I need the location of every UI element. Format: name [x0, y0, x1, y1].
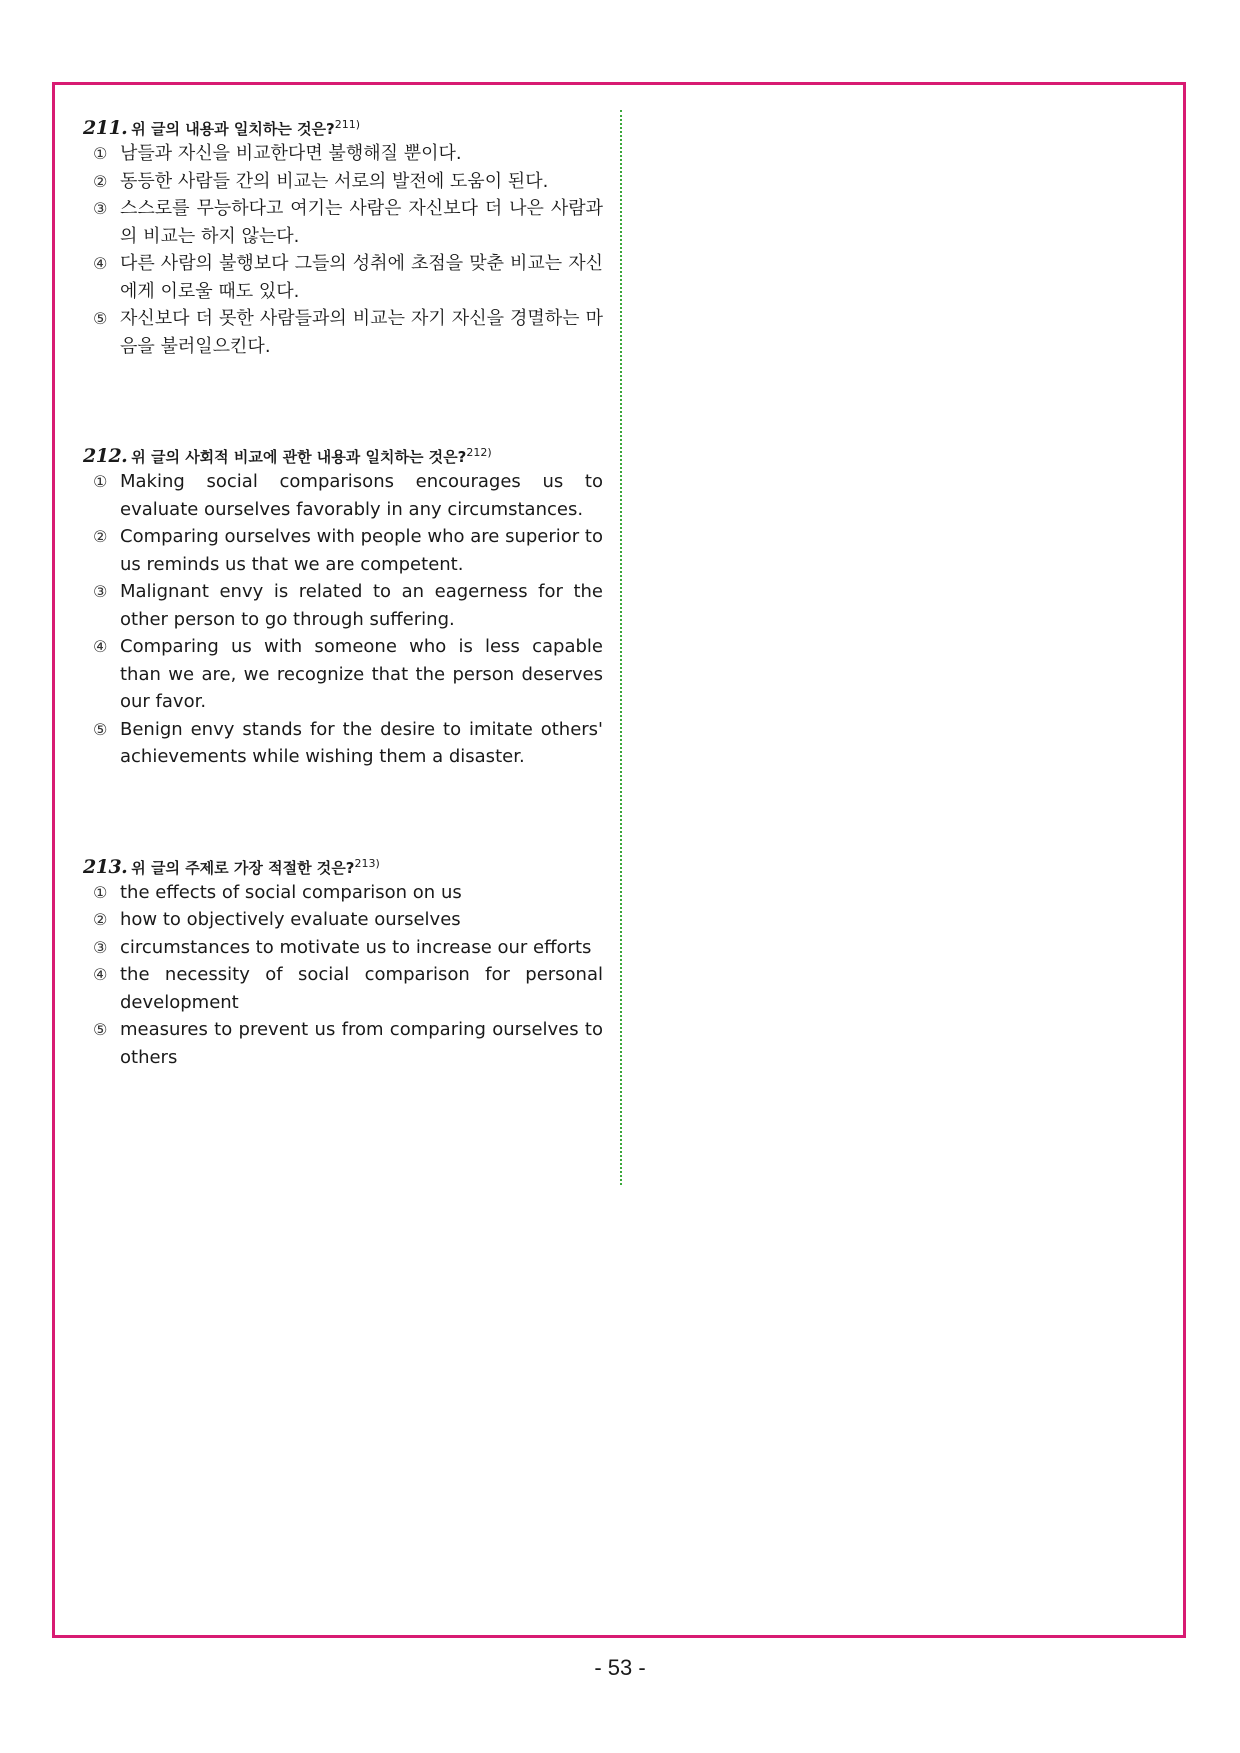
option-5[interactable]	[83, 1016, 603, 1071]
option-list	[83, 468, 603, 771]
option-1[interactable]	[83, 140, 603, 168]
option-text: Comparing us with someone who is less capable than we are, we recognize that the person deserves our favor.	[120, 636, 603, 712]
option-2[interactable]	[83, 168, 603, 196]
question-213	[83, 851, 603, 1072]
option-text: Comparing ourselves with people who are superior to us reminds us that we are competent.	[120, 526, 603, 575]
option-5[interactable]	[83, 716, 603, 771]
left-column	[83, 112, 603, 1151]
option-mark: ③	[93, 582, 108, 601]
footnote-ref: 211)	[334, 118, 361, 131]
option-text: Making social comparisons encourages us to evaluate ourselves favorably in any circumstances.	[120, 471, 603, 520]
option-mark: ②	[93, 527, 108, 546]
option-mark: ④	[93, 965, 108, 984]
option-text: measures to prevent us from comparing ourselves to others	[120, 1019, 603, 1068]
option-mark: ④	[93, 254, 108, 273]
question-header	[83, 440, 603, 468]
option-mark: ①	[93, 472, 108, 491]
option-mark: ⑤	[93, 719, 108, 739]
option-mark: ②	[93, 171, 108, 191]
option-2[interactable]	[83, 523, 603, 578]
option-mark: ④	[93, 637, 108, 656]
option-text: 동등한 사람들 간의 비교는 서로의 발전에 도움이 된다.	[120, 170, 549, 192]
option-text: 스스로를 무능하다고 여기는 사람은 자신보다 더 나은 사람과의 비교는 하지 않는다.	[120, 198, 603, 247]
option-4[interactable]	[83, 961, 603, 1016]
option-4[interactable]	[83, 633, 603, 716]
question-number: 213.	[83, 855, 128, 878]
option-1[interactable]	[83, 879, 603, 907]
option-mark: ②	[93, 910, 108, 929]
option-text: circumstances to motivate us to increase our efforts	[120, 936, 592, 958]
option-5[interactable]	[83, 305, 603, 360]
option-2[interactable]	[83, 906, 603, 934]
option-text: Benign envy stands for the desire to imitate others' achievements while wishing them a disaster.	[120, 718, 603, 767]
option-mark: ⑤	[93, 1020, 108, 1039]
option-mark: ①	[93, 144, 108, 163]
option-text: Malignant envy is related to an eagerness for the other person to go through suffering.	[120, 581, 603, 630]
option-4[interactable]	[83, 250, 603, 305]
option-list	[83, 879, 603, 1072]
option-3[interactable]	[83, 578, 603, 633]
question-stem: 위 글의 내용과 일치하는 것은?	[131, 120, 335, 138]
question-211	[83, 112, 603, 360]
question-stem: 위 글의 사회적 비교에 관한 내용과 일치하는 것은?	[131, 448, 467, 466]
question-number: 212.	[83, 445, 128, 467]
footnote-ref: 213)	[354, 856, 380, 870]
question-212	[83, 440, 603, 771]
question-number: 211.	[83, 117, 128, 139]
option-mark: ①	[93, 882, 108, 902]
option-mark: ③	[93, 199, 108, 218]
option-list	[83, 140, 603, 360]
option-3[interactable]	[83, 934, 603, 962]
option-text: how to objectively evaluate ourselves	[120, 909, 461, 930]
option-text: 다른 사람의 불행보다 그들의 성취에 초점을 맞춘 비교는 자신에게 이로울 때도 있다.	[120, 253, 603, 302]
page-number: - 53 -	[594, 1655, 646, 1680]
option-text: the necessity of social comparison for personal development	[120, 964, 603, 1013]
footnote-ref: 212)	[466, 446, 492, 459]
option-text: the effects of social comparison on us	[120, 881, 462, 903]
question-header	[83, 851, 603, 879]
question-header	[83, 112, 603, 140]
option-mark: ⑤	[93, 309, 108, 328]
question-stem: 위 글의 주제로 가장 적절한 것은?	[131, 858, 355, 877]
option-3[interactable]	[83, 195, 603, 250]
column-divider	[620, 110, 622, 1185]
option-text: 남들과 자신을 비교한다면 불행해질 뿐이다.	[120, 143, 462, 164]
option-mark: ③	[93, 937, 108, 957]
option-text: 자신보다 더 못한 사람들과의 비교는 자기 자신을 경멸하는 마음을 불러일으킨다.	[120, 308, 603, 357]
option-1[interactable]	[83, 468, 603, 523]
